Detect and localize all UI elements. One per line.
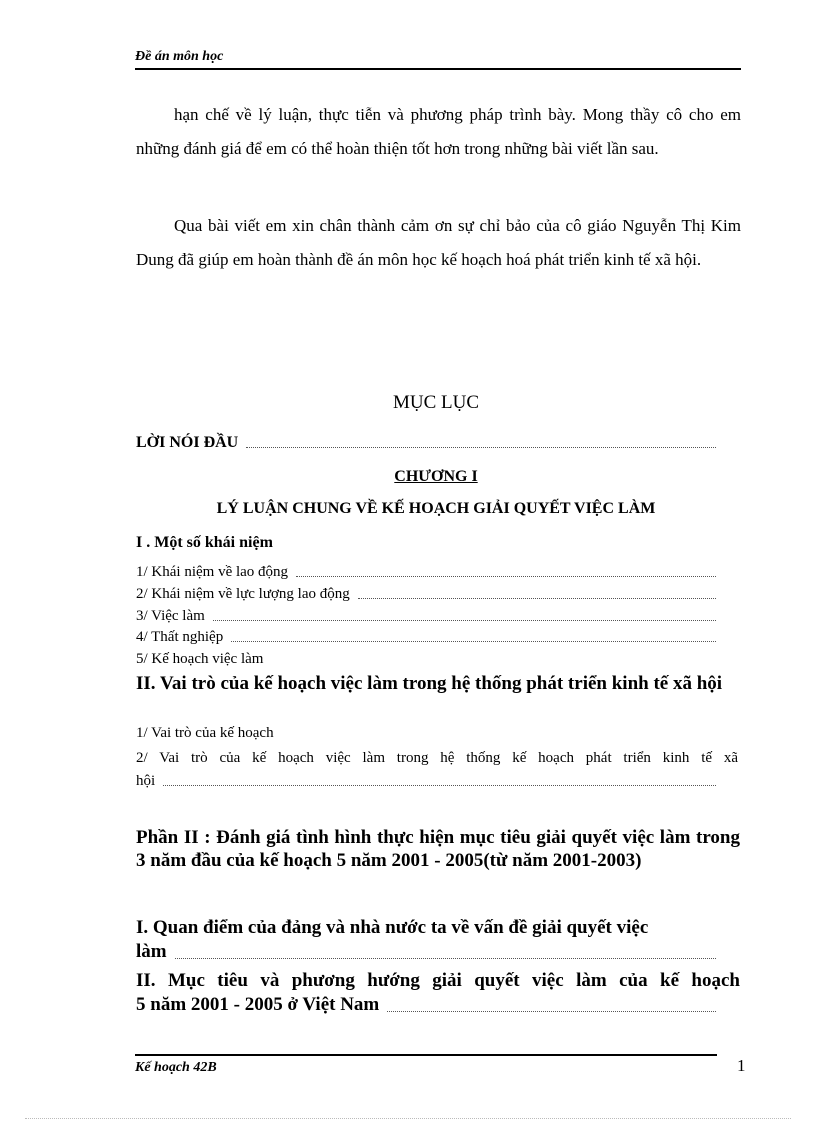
dot-leader (387, 1010, 716, 1012)
toc-entry-foreword[interactable] (136, 434, 716, 452)
toc-item[interactable]: 4/ Thất nghiệp (136, 629, 716, 646)
toc-section-1[interactable]: I . Một số khái niệm (136, 534, 273, 551)
toc-part-2[interactable]: Phần II : Đánh giá tình hình thực hiện mục tiêu giải quyết việc làm trong 3 năm đầu của kế hoạch 5 năm 2001 - 2005(từ năm 2001-2003) (136, 827, 740, 871)
toc-item[interactable]: hội (136, 773, 716, 790)
running-footer: Kế hoạch 42B (135, 1060, 217, 1075)
toc-item[interactable]: 2/ Khái niệm về lực lượng lao động (136, 586, 716, 603)
chapter-title: LÝ LUẬN CHUNG VỀ KẾ HOẠCH GIẢI QUYẾT VIỆC LÀM (216, 500, 656, 517)
intro-paragraph-1: hạn chế về lý luận, thực tiễn và phương pháp trình bày. Mong thầy cô cho em những đánh giá để em có thể hoàn thiện tốt hơn trong những bài viết lần sau. (136, 105, 741, 158)
intro-paragraph-2: Qua bài viết em xin chân thành cảm ơn sự chỉ bảo của cô giáo Nguyễn Thị Kim Dung đã giúp em hoàn thành đề án môn học kế hoạch hoá phát triển kinh tế xã hội. (136, 216, 741, 269)
dot-leader (231, 640, 716, 642)
header-rule (135, 68, 741, 70)
toc-item[interactable]: 5/ Kế hoạch việc làm (136, 651, 264, 667)
toc-section[interactable]: 5 năm 2001 - 2005 ở Việt Nam (136, 993, 716, 1016)
toc-title: MỤC LỤC (392, 392, 480, 413)
toc-section-2[interactable]: II. Vai trò của kế hoạch việc làm trong hệ thống phát triển kinh tế xã hội (136, 673, 723, 694)
toc-entry-label: LỜI NÓI ĐẦU (136, 434, 239, 451)
toc-item[interactable]: 1/ Khái niệm về lao động (136, 564, 716, 581)
dot-leader (175, 957, 716, 959)
toc-item[interactable]: 1/ Vai trò của kế hoạch (136, 725, 274, 741)
dot-leader (358, 597, 716, 599)
page-boundary (25, 1118, 791, 1119)
footer-rule (135, 1054, 717, 1056)
dot-leader (296, 575, 716, 577)
chapter-label: CHƯƠNG I (394, 468, 478, 485)
dot-leader (213, 619, 716, 621)
page-number: 1 (737, 1056, 746, 1075)
toc-item[interactable]: 2/ Vai trò của kế hoạch việc làm trong hệ thống kế hoạch phát triển kinh tế xã (136, 750, 738, 766)
toc-section[interactable]: làm (136, 940, 716, 963)
running-header: Đề án môn học (135, 49, 224, 64)
toc-section[interactable]: I. Quan điểm của đảng và nhà nước ta về vấn đề giải quyết việc (136, 917, 649, 938)
dot-leader (246, 446, 716, 448)
toc-section[interactable]: II. Mục tiêu và phương hướng giải quyết việc làm của kế hoạch (136, 970, 740, 991)
toc-item[interactable]: 3/ Việc làm (136, 608, 716, 625)
dot-leader (163, 784, 716, 786)
